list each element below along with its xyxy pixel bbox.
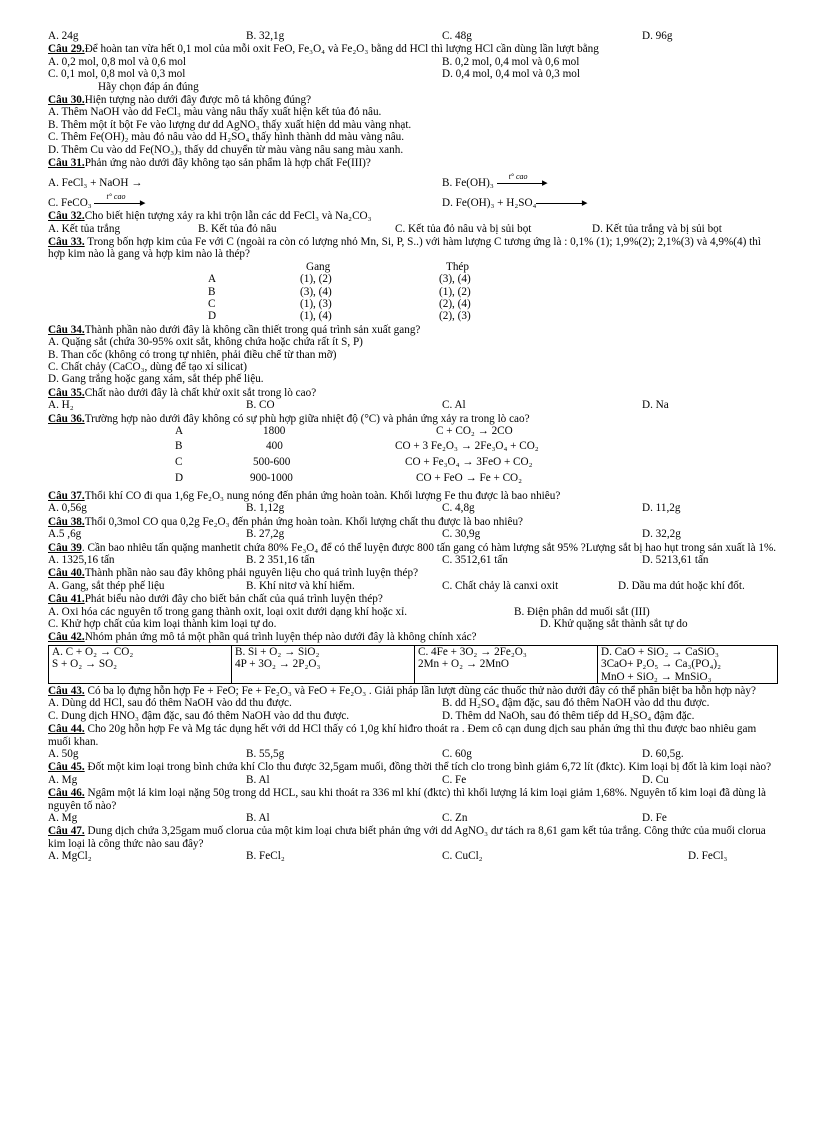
- option-d: [442, 196, 588, 209]
- question-text: Để hoàn tan vừa hết 0,1 mol của mỗi oxit FeO, Fe₃O₄ và Fe₂O₃ bằng dd HCl thì lượng HCl cần dùng lần lượt bằng: [84, 43, 599, 56]
- row-label: A: [208, 273, 217, 286]
- column-header: Thép: [446, 260, 469, 273]
- q39-stem: [48, 542, 778, 554]
- option: B. 55,5g: [246, 747, 285, 760]
- q33-table: [48, 261, 778, 323]
- option: B. Al: [246, 811, 270, 824]
- option: B. CO: [246, 399, 275, 412]
- option: A. FeCl₃ + NaOH →: [48, 176, 143, 189]
- question-text: Thổi 0,3mol CO qua 0,2g Fe₂O₃ đến phản ứng hoàn toàn. Khối lượng chất thu được là bao nhiêu?: [84, 515, 524, 528]
- question-text: . Cần bao nhiêu tấn quặng manhetit chứa 80% Fe₃O₄ để có thể luyện được 800 tấn gang có hàm lượng sắt 95% ?Lượng sắt bị hao hụt trong sản xuất là 1%.: [81, 541, 777, 554]
- question-number: Câu 36.: [48, 412, 85, 425]
- q31-stem: [48, 157, 778, 169]
- option: D. 60,5g.: [642, 747, 684, 760]
- reaction: S + O₂ → SO₂: [52, 658, 118, 671]
- question-number: Câu 46.: [48, 787, 85, 800]
- option: A. Kết tủa trắng: [48, 222, 121, 235]
- question-text: Cho 20g hỗn hợp Fe và Mg tác dụng hết với dd HCl thấy có 1,0g khí hiđro thoát ra . Đem cô cạn dung dịch sau phản ứng thì thu được bao nhiêu gam muối khan.: [48, 723, 757, 748]
- question-number: Câu 29.: [48, 43, 85, 56]
- question-text: Thành phần nào sau đây không phải nguyên liệu cho quá trình luyện thép?: [84, 567, 419, 580]
- q32-stem: [48, 210, 778, 222]
- q31-options-cd: [48, 189, 778, 209]
- row-label: D: [208, 310, 217, 323]
- row-label: B: [175, 440, 183, 453]
- reaction: MnO + SiO₂ → MnSiO₃: [601, 670, 712, 683]
- option: B. Kết tủa đỏ nâu: [198, 222, 277, 235]
- question-text: Nhóm phản ứng mô tả một phần quá trình luyện thép nào dưới đây là không chính xác?: [84, 631, 477, 644]
- option-b-text: B. Fe(OH)₃: [442, 176, 494, 189]
- option: C. 4,8g: [442, 502, 475, 515]
- cell: (2), (3): [439, 310, 471, 323]
- q40-stem: [48, 567, 778, 579]
- question-number: Câu 43.: [48, 684, 85, 697]
- arrow-icon: ▸: [536, 203, 582, 204]
- q34-stem: [48, 324, 778, 336]
- option: D. 11,2g: [642, 502, 681, 515]
- option: A. H₂: [48, 399, 74, 412]
- q38-options: [48, 528, 778, 540]
- option: A. 1325,16 tấn: [48, 553, 115, 566]
- option: C. Zn: [442, 811, 468, 824]
- temperature: 400: [266, 440, 283, 453]
- cell: (3), (4): [439, 273, 471, 286]
- q29-options-ab: [48, 56, 778, 68]
- option: C. Fe: [442, 773, 467, 786]
- option: D. Dầu ma dút hoặc khí đốt.: [618, 579, 745, 592]
- option-c: [48, 191, 442, 209]
- row-label: C: [208, 298, 216, 311]
- q45-options: [48, 774, 778, 786]
- question-text: Ngâm một lá kim loại nặng 50g trong dd HCL, sau khi thoát ra 336 ml khí (đktc) thì khối lượng lá kim loại giảm 1,68%. Nguyên tố kim loại đã dùng là nguyên tố nào?: [48, 787, 766, 812]
- option: D. Fe: [642, 811, 667, 824]
- option-cell: [232, 645, 415, 683]
- option: D. 32,2g: [642, 528, 681, 541]
- question-text: Trong bốn hợp kim của Fe với C (ngoài ra còn có lượng nhỏ Mn, Si, P, S..) với hàm lượng C tương ứng là : 0,1% (1); 1,9%(2); 2,1%(3) và 4,9%(4) thì hợp kim nào là gang và hợp kim nào là thép?: [48, 236, 761, 261]
- option: D. Cu: [642, 773, 669, 786]
- q45-stem: [48, 761, 778, 773]
- option: A. Gang, sắt thép phế liệu: [48, 579, 165, 592]
- row-label: A: [175, 425, 184, 438]
- option: D. Gang trắng hoặc gang xám, sắt thép phế liệu.: [48, 373, 264, 386]
- option: C. CuCl₂: [442, 850, 483, 863]
- reaction: C + CO₂ → 2CO: [436, 425, 513, 438]
- reaction: A. C + O₂ → CO₂: [52, 645, 134, 658]
- q40-options: [48, 580, 778, 592]
- option: C. 60g: [442, 747, 472, 760]
- option-cell: [415, 645, 598, 683]
- option: B. dd H₂SO₄ đậm đặc, sau đó thêm NaOH vào dd thu được.: [442, 697, 710, 710]
- question-number: Câu 35.: [48, 386, 85, 399]
- q31-options-ab: [48, 169, 778, 189]
- condition-label: t° cao: [508, 171, 528, 181]
- option-cell: [49, 645, 232, 683]
- option: D. 0,4 mol, 0,4 mol và 0,3 mol: [442, 68, 580, 81]
- q37-options: [48, 502, 778, 514]
- cell: (1), (2): [300, 273, 332, 286]
- reaction: 3CaO+ P₂O₅ → Ca₃(PO₄)₂: [601, 658, 721, 671]
- option: D. Na: [642, 399, 669, 412]
- q43-stem: [48, 685, 778, 697]
- option: C. Dung dịch HNO₃ đậm đặc, sau đó thêm NaOH vào dd thu được.: [48, 709, 350, 722]
- option: C. Khử hợp chất của kim loại thành kim loại tự do.: [48, 617, 277, 630]
- q44-options: [48, 748, 778, 760]
- condition-label: t° cao: [106, 191, 126, 201]
- option: A. Mg: [48, 811, 78, 824]
- option: C. Chất chảy là canxi oxit: [442, 579, 559, 592]
- question-text: Trường hợp nào dưới đây không có sự phù hợp giữa nhiệt độ (°C) và phản ứng xảy ra trong lò cao?: [84, 412, 530, 425]
- option: C. 30,9g: [442, 528, 481, 541]
- option: B. 0,2 mol, 0,4 mol và 0,6 mol: [442, 55, 580, 68]
- option: C. Kết tủa đỏ nâu và bị sủi bọt: [395, 222, 532, 235]
- q41-stem: [48, 593, 778, 605]
- row-label: B: [208, 285, 216, 298]
- question-number: Câu 47.: [48, 825, 85, 838]
- option-c-text: C. FeCO₃: [48, 196, 92, 209]
- question-text: Dung dịch chứa 3,25gam muố clorua của một kim loại chưa biết phản ứng với dd AgNO₃ dư tách ra 8,61 gam kết tủa trắng. Công thức của muối clorua kim loại là công thức nào sau đây?: [48, 825, 766, 850]
- option: C. Thêm Fe(OH)₂ màu đỏ nâu vào dd H₂SO₄ thấy hình thành dd màu vàng nâu.: [48, 131, 405, 144]
- option: B. 2 351,16 tấn: [246, 553, 315, 566]
- q29-stem: [48, 43, 778, 55]
- option: A.5 ,6g: [48, 528, 82, 541]
- arrow-with-condition: t° cao ▸: [497, 183, 543, 184]
- q43-options-ab: [48, 697, 778, 709]
- q37-stem: [48, 490, 778, 502]
- q46-stem: [48, 787, 778, 812]
- document-page: [48, 30, 778, 863]
- q38-stem: [48, 516, 778, 528]
- question-number: Câu 44.: [48, 723, 85, 736]
- temperature: 500-600: [253, 456, 291, 469]
- option: B. Điện phân dd muối sắt (III): [514, 605, 650, 618]
- option: A. 24g: [48, 30, 79, 42]
- option: B. Thêm một ít bột Fe vào lượng dư dd AgNO₃ thấy xuất hiện dd màu vàng nhạt.: [48, 118, 412, 131]
- q47-stem: [48, 825, 778, 850]
- question-number: Câu 39: [48, 541, 82, 554]
- cell: (1), (4): [300, 310, 332, 323]
- option: A. 0,56g: [48, 502, 87, 515]
- reaction: D. CaO + SiO₂ → CaSiO₃: [601, 645, 719, 658]
- option: A. 0,2 mol, 0,8 mol và 0,6 mol: [48, 55, 186, 68]
- temperature: 900-1000: [250, 472, 293, 485]
- q30-stem: [48, 94, 778, 106]
- option: C. Chất chảy (CaCO₃, dùng để tạo xỉ silicat): [48, 361, 248, 374]
- cell: (3), (4): [300, 285, 332, 298]
- option: D. 96g: [642, 30, 673, 42]
- option: B. FeCl₂: [246, 850, 285, 863]
- q43-options-cd: [48, 710, 778, 722]
- question-number: Câu 37.: [48, 490, 85, 503]
- option: C. 3512,61 tấn: [442, 553, 508, 566]
- q46-options: [48, 812, 778, 824]
- reaction: CO + Fe₃O₄ → 3FeO + CO₂: [405, 456, 533, 469]
- question-text: Thành phần nào dưới đây là không cần thiết trong quá trình sản xuất gang?: [84, 323, 421, 336]
- option: D. Thêm dd NaOh, sau đó thêm tiếp dd H₂SO₄ đậm đặc.: [442, 709, 695, 722]
- row-label: D: [175, 472, 184, 485]
- option: B. Than cốc (không có trong tự nhiên, phải điều chế từ than mỡ): [48, 348, 337, 361]
- question-number: Câu 45.: [48, 761, 85, 774]
- q35-options: [48, 399, 778, 411]
- cell: (1), (2): [439, 285, 471, 298]
- reaction: 4P + 3O₂ → 2P₂O₃: [235, 658, 321, 671]
- option: C. 0,1 mol, 0,8 mol và 0,3 mol: [48, 68, 186, 81]
- q35-stem: [48, 387, 778, 399]
- reaction: C. 4Fe + 3O₂ → 2Fe₂O₃: [418, 645, 527, 658]
- cell: (1), (3): [300, 298, 332, 311]
- option: B. 27,2g: [246, 528, 285, 541]
- option: A. Thêm NaOH vào dd FeCl₃ màu vàng nâu thấy xuất hiện kết tủa đỏ nâu.: [48, 106, 382, 119]
- option: D. Kết tủa trắng và bị sủi bọt: [592, 222, 722, 235]
- q36-stem: [48, 413, 778, 425]
- q33-stem: [48, 236, 778, 261]
- option: A. Oxi hóa các nguyên tố trong gang thành oxit, loại oxit dưới dạng khí hoặc xỉ.: [48, 605, 408, 618]
- option: A. 50g: [48, 747, 79, 760]
- q39-options: [48, 554, 778, 566]
- question-number: Câu 40.: [48, 567, 85, 580]
- option: D. 5213,61 tấn: [642, 553, 709, 566]
- q44-stem: [48, 723, 778, 748]
- question-number: Câu 32.: [48, 210, 85, 223]
- question-number: Câu 34.: [48, 323, 85, 336]
- q29-note: Hãy chọn đáp án đúng: [98, 80, 199, 93]
- q28-options: [48, 30, 778, 42]
- option: C. Al: [442, 399, 466, 412]
- option: A. Mg: [48, 773, 78, 786]
- option: D. Thêm Cu vào dd Fe(NO₃)₃ thấy dd chuyển từ màu vàng nâu sang màu xanh.: [48, 143, 404, 156]
- q36-table: [48, 425, 778, 489]
- question-text: Thổi khí CO đi qua 1,6g Fe₂O₃ nung nóng đến phản ứng hoàn toàn. Khối lượng Fe thu được là bao nhiêu?: [84, 490, 561, 503]
- question-text: Phản ứng nào dưới đây không tạo sản phẩm là hợp chất Fe(III)?: [84, 156, 371, 169]
- question-text: Phát biểu nào dưới đây cho biết bản chất của quá trình luyện thép?: [84, 593, 383, 606]
- reaction: B. Si + O₂ → SiO₂: [235, 645, 320, 658]
- question-number: Câu 30.: [48, 93, 85, 106]
- option: D. Khử quặng sắt thành sắt tự do: [540, 617, 688, 630]
- option: A. Dùng dd HCl, sau đó thêm NaOH vào dd thu được.: [48, 697, 292, 710]
- reaction: CO + 3 Fe₂O₃ → 2Fe₃O₄ + CO₂: [395, 440, 539, 453]
- question-text: Đốt một kim loại trong bình chứa khí Clo thu được 32,5gam muối, đồng thời thể tích clo trong bình giảm 6,72 lít (đktc). Kim loại bị đốt là kim loại nào?: [84, 761, 772, 774]
- option: B. 32,1g: [246, 30, 285, 42]
- question-number: Câu 41.: [48, 593, 85, 606]
- option: C. 48g: [442, 30, 472, 42]
- q47-options: [48, 850, 778, 862]
- q29-options-cd: [48, 68, 778, 80]
- question-number: Câu 42.: [48, 631, 85, 644]
- q42-options-table: [48, 645, 778, 684]
- reaction: CO + FeO → Fe + CO₂: [416, 472, 523, 485]
- q41-options-ab: [48, 606, 778, 618]
- option: B. 1,12g: [246, 502, 285, 515]
- option: B. Khí nitơ và khí hiếm.: [246, 579, 355, 592]
- option: A. Quặng sắt (chứa 30-95% oxit sắt, không chứa hoặc chứa rất ít S, P): [48, 336, 363, 349]
- q41-options-cd: [48, 618, 778, 630]
- question-number: Câu 33.: [48, 236, 85, 249]
- option: B. Al: [246, 773, 270, 786]
- q32-options: [48, 223, 778, 235]
- temperature: 1800: [263, 425, 286, 438]
- option: D. FeCl₃: [688, 850, 728, 863]
- q42-stem: [48, 631, 778, 643]
- question-text: Chất nào dưới đây là chất khử oxit sắt trong lò cao?: [84, 386, 317, 399]
- arrow-with-condition: t° cao ▸: [94, 203, 140, 204]
- question-text: Có ba lọ đựng hỗn hợp Fe + FeO; Fe + Fe₂O₃ và FeO + Fe₂O₃ . Giải pháp lần lượt dùng các thuốc thử nào dưới đây có thể phân biệt ba hỗn hợp này?: [84, 684, 756, 697]
- question-number: Câu 31.: [48, 156, 85, 169]
- cell: (2), (4): [439, 298, 471, 311]
- column-header: Gang: [306, 260, 331, 273]
- question-number: Câu 38.: [48, 515, 85, 528]
- option: A. MgCl₂: [48, 850, 92, 863]
- option-d-text: D. Fe(OH)₃ + H₂SO₄: [442, 196, 537, 209]
- question-text: Cho biết hiện tượng xảy ra khi trộn lẫn các dd FeCl₃ và Na₂CO₃: [84, 210, 372, 223]
- option-cell: [598, 645, 778, 683]
- reaction: 2Mn + O₂ → 2MnO: [418, 658, 510, 671]
- row-label: C: [175, 456, 183, 469]
- option-b: [442, 171, 548, 189]
- question-text: Hiện tượng nào dưới đây được mô tả không đúng?: [84, 93, 312, 106]
